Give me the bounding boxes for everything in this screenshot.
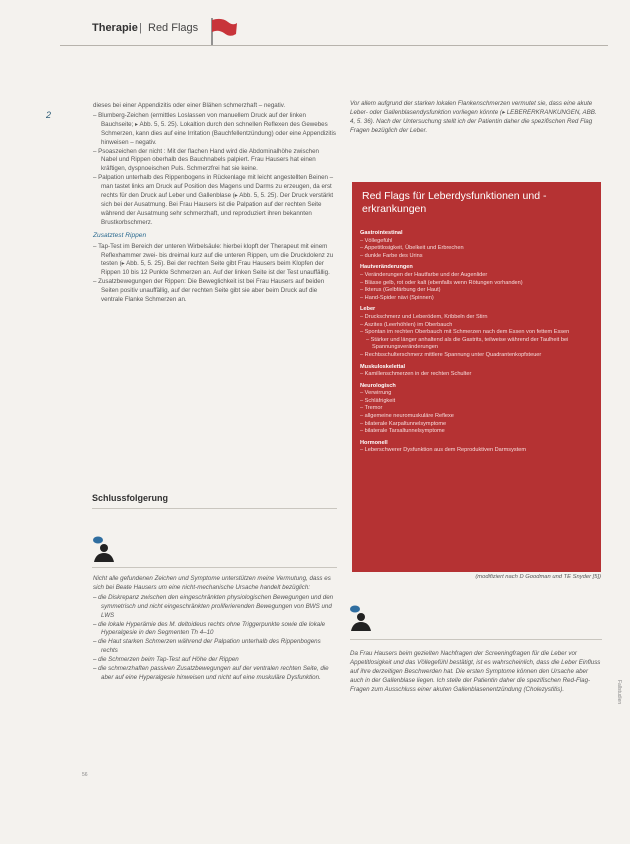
- list-item: – die Diskrepanz zwischen den eingeschränkten physiologischen Bewegungen und den symmetrisch und nicht eingeschränkten proliferierenden Bewegungen von BWS und LWS: [93, 593, 334, 619]
- divider: [92, 567, 337, 568]
- list-item: – Rechtsschulterschmerz mittlere Spannung unter Quadrantenkopfsteuer: [360, 351, 542, 358]
- list-item: – Zusatzbewegungen der Rippen: Die Beweglichkeit ist bei Frau Hausers auf beiden Seiten positiv unauffällig, auf der rechten Seite gibt sie aber beim Druck auf die ventrale Flanke Schmerzen an.: [93, 278, 325, 304]
- red-flag-icon: [208, 16, 238, 48]
- chapter-title: Therapie: [92, 22, 138, 34]
- list-subitem: – Stärker und länger anhaltend als die Gastrits, teilweise während der Taulheit bei Spannungsveränderungen: [366, 336, 569, 351]
- group-heading: Gastrointestinal: [360, 230, 403, 236]
- list-item: – Kamillenschmerzen in der rechten Schulter: [360, 371, 472, 378]
- left-column: [93, 102, 336, 305]
- list-item: – bilaterale Tarsaltunnelsymptome: [360, 428, 445, 435]
- list-item: – Blässe gelb, rot oder kalt (ebenfalls wenn Rötungen vorhanden): [360, 279, 523, 286]
- page-marker: [42, 98, 62, 138]
- list-item: – Hand-Spider nävi (Spinnen): [360, 294, 434, 301]
- list-item: – Druckschmerz und Leberödem, Kribbeln der Stirn: [360, 313, 488, 320]
- list-item: – Ikterus (Gelbfärbung der Haut): [360, 287, 441, 294]
- group-heading: Hormonell: [360, 439, 388, 446]
- list-item: – Tap-Test im Bereich der unteren Wirbelsäule: hierbei klopft der Therapeut mit einem Reflexhammer zwei- bis dreimal kurz auf die unteren Rippen, um die Druckdolenz zu testen (▸ Abb. 5, 5. 25). Bei der rechten Seite gibt Frau Hausers beim Klopfen der Rippen 10 bis 12 Punkte Schmerzen an. Auf der linken Seite ist der Test unauffällig.: [93, 242, 334, 277]
- divider: [350, 639, 602, 640]
- box-source-citation: (modifiziert nach D Goodman und TE Snyder [5]): [475, 574, 601, 580]
- group-heading: Leber: [360, 306, 376, 313]
- conclusion-right-text: Da Frau Hausers beim gezielten Nachfragen der Screeningfragen für die Leber vor Appetitlosigkeit und das Völlegefühl bestätigt, ist es wahrscheinlich, dass die Leber Einfluss auf ihre derzeitigen Beschwerden hat. Die ersten Symptome können den Ursache aber auch in der Gallenblase liegen. Ich stelle der Patientin daher die spezifischen Red-Flag-Fragen zum Ausschluss einer akuten Gallenblasenentzündung (Cholezystitis).: [350, 650, 601, 693]
- list-item: – die lokale Hyperämie des M. deltoideus rechts ohne Triggerpunkte sowie die lokale Hyperalgesie in den Segmenten Th 4–10: [93, 620, 326, 637]
- list-item: – Psoaszeichen der nicht : Mit der flachen Hand wird die Abdominalhöhe zwischen Nabel und Rippen oberhalb des Bauchnabels palpiert. Frau Hausers hat einen kräftigen, dyspnoeischen Puls. Schmerzfrei hat sie keine.: [93, 147, 319, 173]
- conclusion-left-text: Nicht alle gefundenen Zeichen und Symptome unterstützen meine Vermutung, dass es sich bei Beate Hausers um eine nicht-mechanische Ursache handelt bezüglich: – die Diskrepanz zwischen den eingeschränkten physiologischen Bewegungen und den symmetrisch und nicht eingeschränkten proliferierenden Bewegungen von BWS und LWS – die lokale Hyperämie des M. deltoideus rechts ohne Triggerpunkte sowie die lokale Hyperalgesie in den Segmenten Th 4–10 – die Haut starken Schmerzen während der Palpation unterhalb des Rippenbogens rechts – die Schmerzen beim Tap-Test auf Höhe der Rippen – die schmerzhaften passiven Zusatzbewegungen auf der ventralen rechten Seite, die aber auf eine Hyperalgesie hinweisen und nicht auf eine muskuläre Dysfunktion.: [93, 575, 336, 683]
- red-flags-box: [352, 182, 601, 572]
- group-heading: Neurologisch: [360, 382, 396, 389]
- list-item: – Leberschwerer Dysfunktion aus dem Reproduktiven Darmsystem: [360, 447, 527, 454]
- list-item: – Spontan im rechten Oberbauch mit Schmerzen nach dem Essen von fettem Essen: [360, 329, 570, 336]
- list-item: – die Haut starken Schmerzen während der Palpation unterhalb des Rippenbogens rechts: [93, 638, 321, 655]
- subtitle: Red Flags: [148, 22, 199, 34]
- list-item: – bilaterale Karpaltunnelsymptome: [360, 420, 447, 427]
- continuation-text: dieses bei einer Appendizitis oder einer Blähen schmerzhaft – negativ.: [93, 102, 286, 109]
- group-heading: Hautveränderungen: [360, 264, 413, 271]
- group-heading: Muskuloskelettal: [360, 363, 406, 370]
- thinking-person-icon: [90, 535, 118, 563]
- page-footer: 56: [82, 772, 88, 778]
- list-item: – Schläfrigkeit: [360, 397, 396, 404]
- subheading: Zusatztest Rippen: [93, 231, 147, 239]
- list-item: – Palpation unterhalb des Rippenbogens in Rückenlage mit leicht angestellten Beinen – man tastet links am Druck auf Position des Magens und Darms zu erzeugen, da erst rechts für den Druck auf Leber und Gallenblase (▸ Abb. 5, 5. 25). Der Druck verstärkt sich bei der Ausatmung. Bei Frau Hausers ist die Palpation auf der rechten Seite während der Ausatmung sehr schmerzhaft, und reproduziert ihren bekannten Brustkorbschmerz.: [93, 174, 334, 226]
- red-flags-list: [360, 226, 594, 455]
- side-tab: Fallstudien: [616, 680, 622, 705]
- list-item: – Blumberg-Zeichen (ermittles Loslassen von manuellem Druck auf der linken Bauchseite; ▸ Abb. 5, 5. 25). Lokaltion durch den schnellen Reflexen des Gewebes Schmerzen, kann dies auf eine Irritation (Bauchfellentzündung) oder eine Appendizitis hinweisen – negativ.: [93, 111, 336, 146]
- list-item: – Aszites (Leerhöhlen) im Oberbauch: [360, 321, 453, 328]
- list-item: – die Schmerzen beim Tap-Test auf Höhe der Rippen: [93, 656, 239, 664]
- title-separator: |: [139, 22, 142, 34]
- list-item: – Tremor: [360, 405, 383, 412]
- list-item: – Völlegefühl: [360, 237, 393, 244]
- list-item: – die schmerzhaften passiven Zusatzbewegungen auf der ventralen rechten Seite, die aber auf eine Hyperalgesie hinweisen und nicht auf eine muskuläre Dysfunktion.: [93, 665, 329, 681]
- list-item: – Verwirrung: [360, 390, 392, 397]
- section-rule: [92, 508, 337, 509]
- list-item: – Veränderungen der Hautfarbe und der Augenlider: [360, 271, 488, 278]
- red-flags-box-title: Red Flags für Leberdysfunktionen und -erkrankungen: [362, 190, 547, 215]
- header-rule: [60, 45, 608, 46]
- thinking-person-icon: [347, 604, 375, 632]
- right-column-intro: Vor allem aufgrund der starken lokalen Flankenschmerzen vermutet sie, dass eine akute Leber- oder Gallenblasendysfunktion vorliegen könnte (▸ LEBERERKRANKUNGEN, ABB. 4, 5. 36). Nach der Untersuchung stellt ich der Patientin daher die spezifischen Red Flag Fragen bezüglich der Leber.: [350, 100, 597, 134]
- list-item: – allgemeine neuromuskuläre Reflexe: [360, 413, 454, 420]
- page-number: 2: [46, 110, 52, 120]
- section-title: Schlussfolgerung: [92, 493, 169, 503]
- list-item: – Appetitlosigkeit, Übelkeit und Erbrechen: [360, 245, 464, 252]
- list-item: – dunkle Farbe des Urins: [360, 252, 423, 259]
